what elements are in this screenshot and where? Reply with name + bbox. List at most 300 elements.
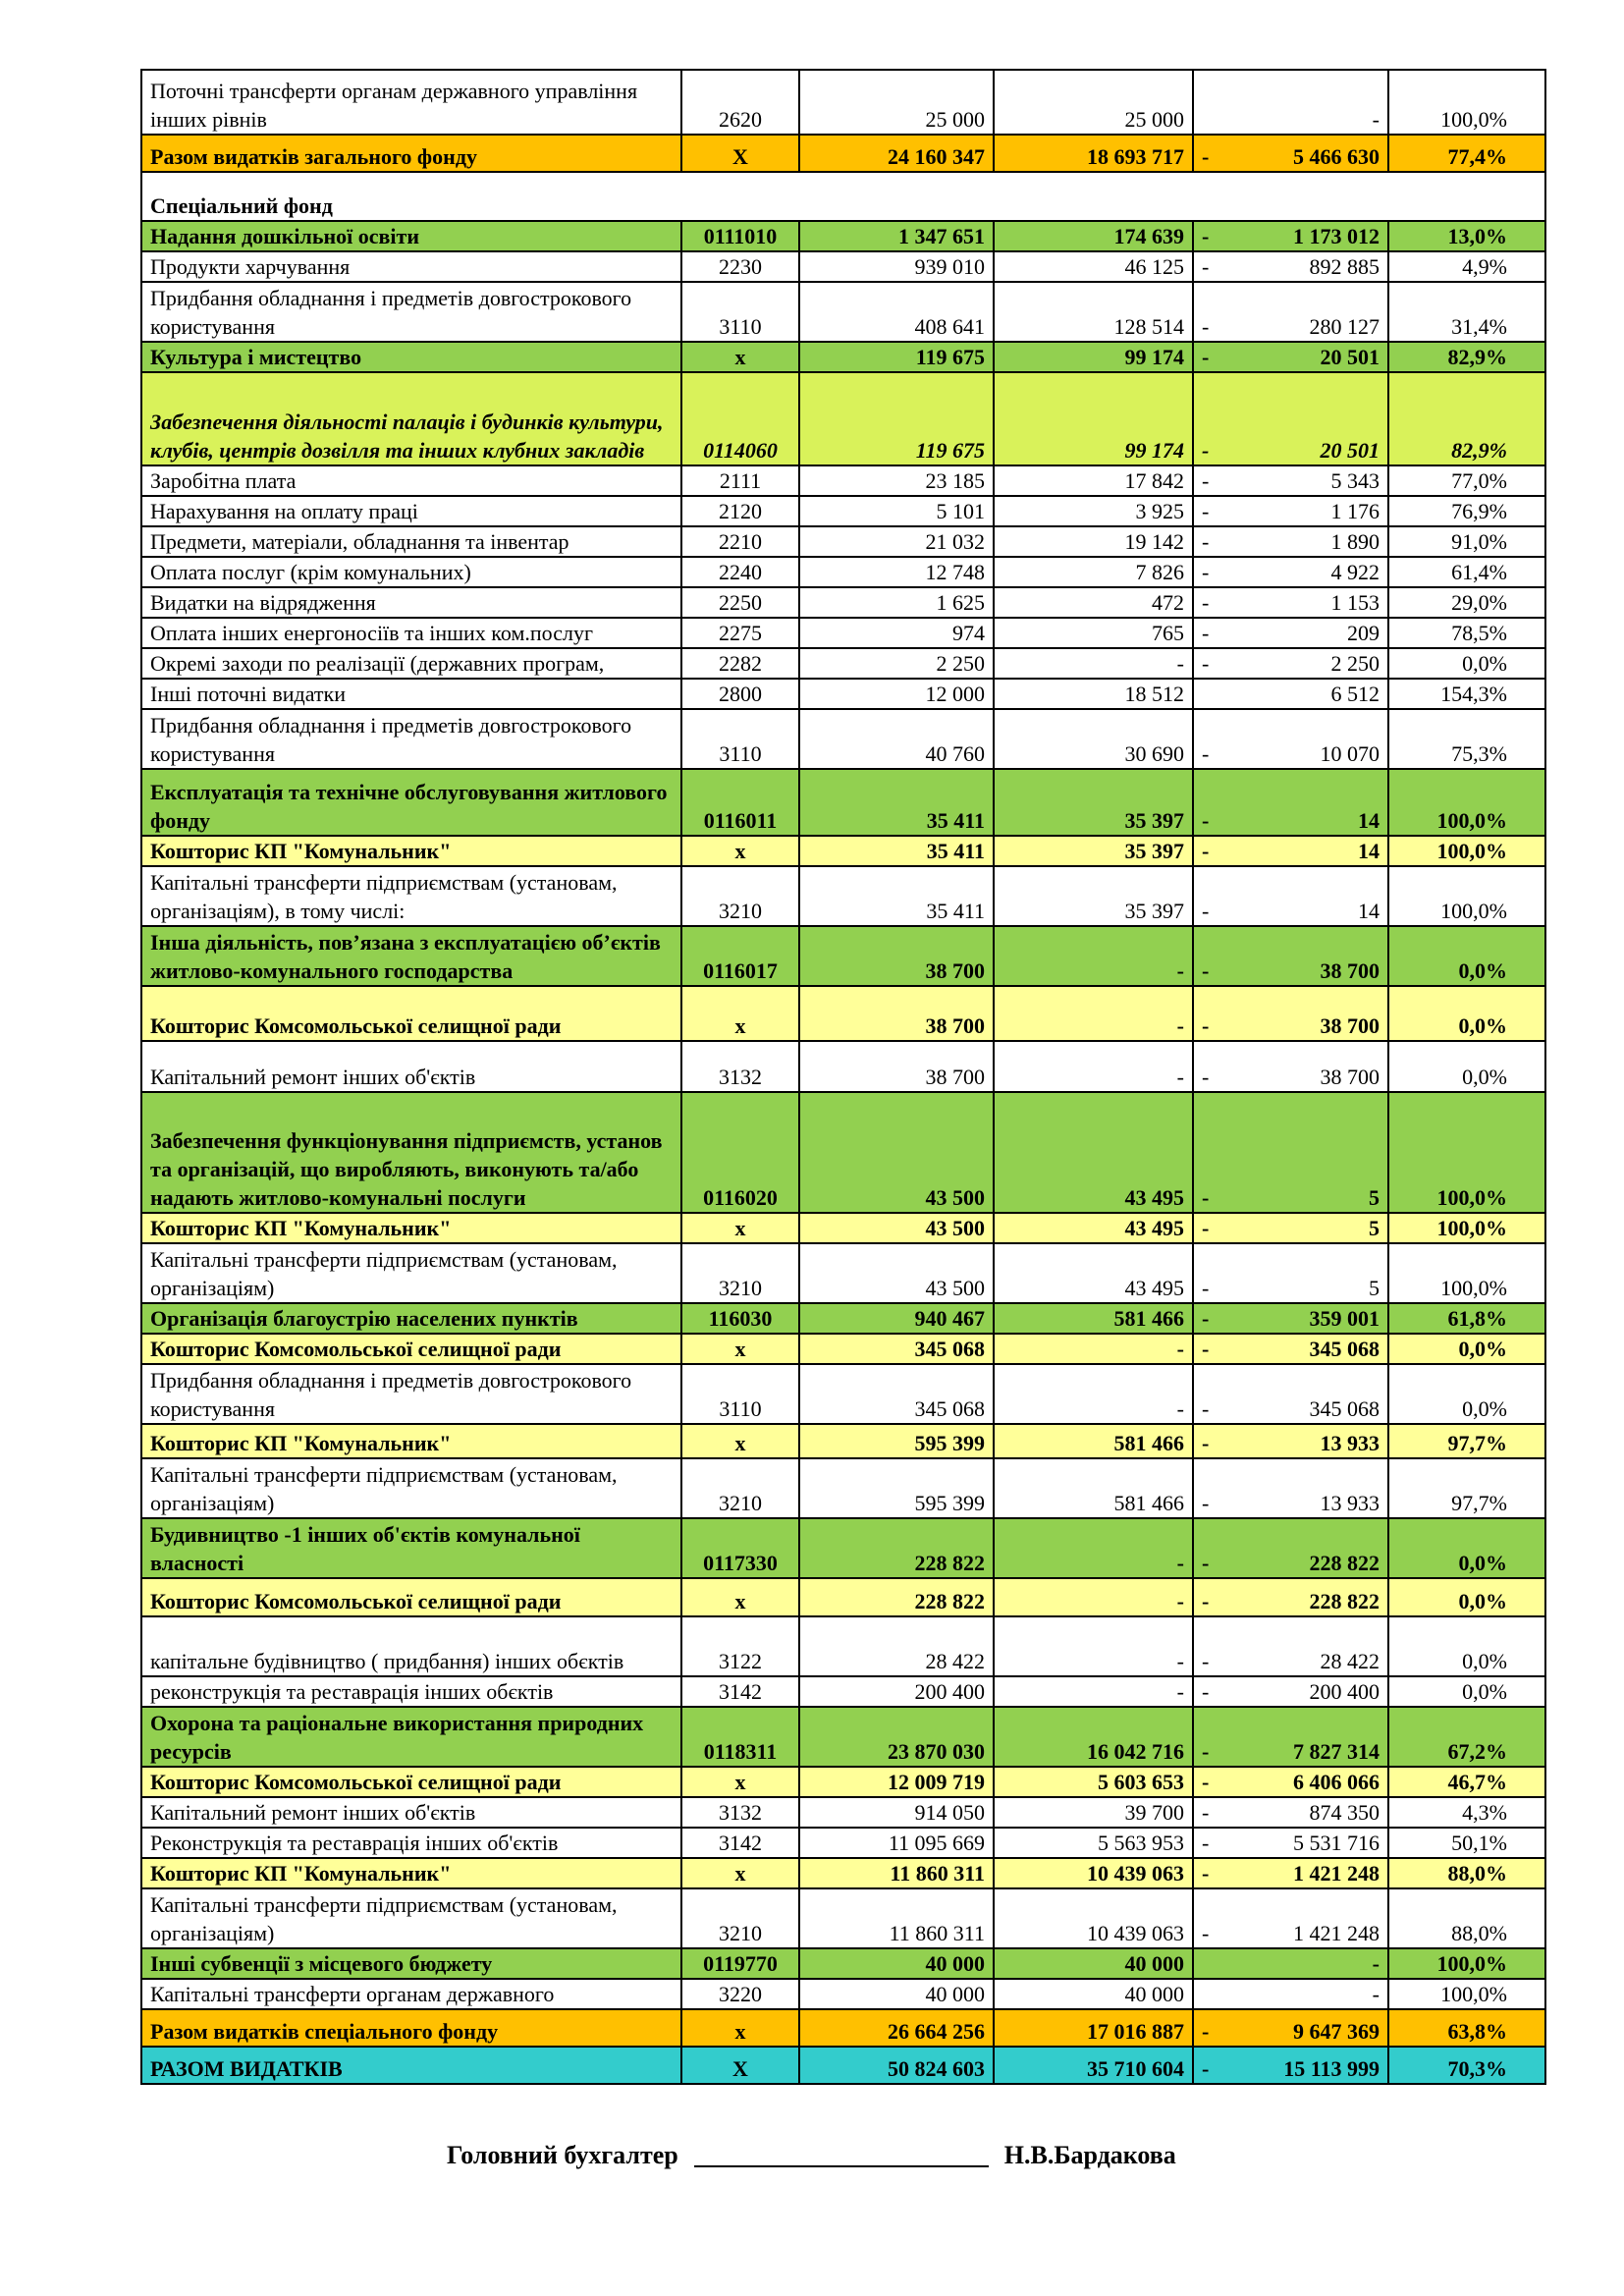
- cell-name: Окремі заходи по реалізації (державних програм,: [141, 648, 681, 679]
- cell-code: 2282: [681, 648, 799, 679]
- cell-plan: 1 625: [799, 587, 994, 618]
- cell-code: 3220: [681, 1979, 799, 2009]
- table-row: [141, 557, 1545, 587]
- cell-name: Оплата послуг (крім комунальних): [141, 557, 681, 587]
- cell-deviation-sign: -: [1193, 496, 1220, 526]
- cell-code: Х: [681, 135, 799, 172]
- cell-plan: 345 068: [799, 1334, 994, 1364]
- cell-name: Кошторис КП "Комунальник": [141, 836, 681, 866]
- cell-deviation: 5: [1220, 1243, 1388, 1303]
- cell-name: Капітальні трансферти підприємствам (установам, організаціям): [141, 1888, 681, 1948]
- table-row: [141, 496, 1545, 526]
- cell-code: 3210: [681, 1458, 799, 1518]
- cell-deviation: 5 531 716: [1220, 1828, 1388, 1858]
- cell-code: х: [681, 1767, 799, 1797]
- cell-plan: 940 467: [799, 1303, 994, 1334]
- cell-plan: 914 050: [799, 1797, 994, 1828]
- cell-deviation-sign: -: [1193, 1828, 1220, 1858]
- cell-code: 3210: [681, 866, 799, 926]
- table-row: [141, 526, 1545, 557]
- cell-percent: 88,0%: [1388, 1888, 1545, 1948]
- cell-deviation-sign: -: [1193, 2009, 1220, 2047]
- cell-percent: 100,0%: [1388, 1243, 1545, 1303]
- cell-percent: 67,2%: [1388, 1707, 1545, 1767]
- cell-actual: 581 466: [994, 1424, 1193, 1458]
- cell-plan: 2 250: [799, 648, 994, 679]
- cell-code: х: [681, 986, 799, 1041]
- cell-actual: 39 700: [994, 1797, 1193, 1828]
- cell-code: 0111010: [681, 221, 799, 251]
- cell-deviation: 7 827 314: [1220, 1707, 1388, 1767]
- table-row: [141, 1797, 1545, 1828]
- cell-percent: 97,7%: [1388, 1458, 1545, 1518]
- cell-percent: 63,8%: [1388, 2009, 1545, 2047]
- cell-name: Надання дошкільної освіти: [141, 221, 681, 251]
- cell-name: Оплата інших енергоносіїв та інших ком.послуг: [141, 618, 681, 648]
- cell-percent: 82,9%: [1388, 372, 1545, 465]
- cell-deviation: 1 890: [1220, 526, 1388, 557]
- cell-percent: 100,0%: [1388, 1948, 1545, 1979]
- cell-deviation: -: [1220, 1948, 1388, 1979]
- cell-name: Разом видатків спеціального фонду: [141, 2009, 681, 2047]
- table-row: [141, 251, 1545, 282]
- cell-deviation: 1 421 248: [1220, 1858, 1388, 1888]
- cell-name: Реконструкція та реставрація інших об'єктів: [141, 1828, 681, 1858]
- cell-percent: 78,5%: [1388, 618, 1545, 648]
- cell-deviation-sign: -: [1193, 1797, 1220, 1828]
- cell-deviation-sign: -: [1193, 372, 1220, 465]
- cell-name: Інші субвенції з місцевого бюджету: [141, 1948, 681, 1979]
- table-row-yellow: [141, 1424, 1545, 1458]
- cell-code: 3132: [681, 1797, 799, 1828]
- budget-expenditure-table: [140, 69, 1546, 2085]
- cell-plan: 38 700: [799, 1041, 994, 1092]
- cell-percent: 0,0%: [1388, 1578, 1545, 1616]
- cell-deviation-sign: -: [1193, 866, 1220, 926]
- cell-code: Х: [681, 2047, 799, 2084]
- cell-actual: 19 142: [994, 526, 1193, 557]
- cell-plan: 119 675: [799, 372, 994, 465]
- cell-deviation: 9 647 369: [1220, 2009, 1388, 2047]
- table-row-green: [141, 1707, 1545, 1767]
- cell-actual: 43 495: [994, 1213, 1193, 1243]
- cell-deviation-sign: -: [1193, 1334, 1220, 1364]
- cell-name: Кошторис Комсомольської селищної ради: [141, 986, 681, 1041]
- cell-code: 0114060: [681, 372, 799, 465]
- cell-plan: 24 160 347: [799, 135, 994, 172]
- cell-name: Капітальний ремонт інших об'єктів: [141, 1041, 681, 1092]
- table-row-green: [141, 1303, 1545, 1334]
- cell-percent: 0,0%: [1388, 986, 1545, 1041]
- cell-actual: -: [994, 648, 1193, 679]
- cell-deviation-sign: -: [1193, 1092, 1220, 1213]
- cell-deviation: 892 885: [1220, 251, 1388, 282]
- cell-plan: 595 399: [799, 1458, 994, 1518]
- cell-actual: 581 466: [994, 1303, 1193, 1334]
- cell-deviation-sign: -: [1193, 1858, 1220, 1888]
- cell-deviation: 28 422: [1220, 1616, 1388, 1676]
- cell-name: Кошторис Комсомольської селищної ради: [141, 1578, 681, 1616]
- cell-actual: -: [994, 1616, 1193, 1676]
- cell-percent: 100,0%: [1388, 866, 1545, 926]
- cell-name: Інша діяльність, пов’язана з експлуатацією об’єктів житлово-комунального господарства: [141, 926, 681, 986]
- cell-deviation: 38 700: [1220, 926, 1388, 986]
- cell-code: 0117330: [681, 1518, 799, 1578]
- cell-percent: 46,7%: [1388, 1767, 1545, 1797]
- cell-plan: 974: [799, 618, 994, 648]
- cell-name: РАЗОМ ВИДАТКІВ: [141, 2047, 681, 2084]
- cell-plan: 1 347 651: [799, 221, 994, 251]
- cell-deviation: 359 001: [1220, 1303, 1388, 1334]
- table-row: [141, 1243, 1545, 1303]
- cell-actual: -: [994, 1334, 1193, 1364]
- cell-actual: -: [994, 1518, 1193, 1578]
- cell-actual: 472: [994, 587, 1193, 618]
- cell-percent: 100,0%: [1388, 836, 1545, 866]
- cell-plan: 228 822: [799, 1518, 994, 1578]
- cell-deviation: 6 512: [1220, 679, 1388, 709]
- cell-plan: 345 068: [799, 1364, 994, 1424]
- cell-percent: 77,4%: [1388, 135, 1545, 172]
- cell-plan: 11 860 311: [799, 1888, 994, 1948]
- table-row-yellow: [141, 1858, 1545, 1888]
- cell-code: 3142: [681, 1828, 799, 1858]
- cell-plan: 35 411: [799, 836, 994, 866]
- table-row-yellow: [141, 986, 1545, 1041]
- cell-deviation: 2 250: [1220, 648, 1388, 679]
- cell-actual: 128 514: [994, 282, 1193, 342]
- cell-percent: 70,3%: [1388, 2047, 1545, 2084]
- cell-deviation: 1 421 248: [1220, 1888, 1388, 1948]
- cell-deviation: 5: [1220, 1092, 1388, 1213]
- cell-deviation: 38 700: [1220, 986, 1388, 1041]
- cell-deviation: 15 113 999: [1220, 2047, 1388, 2084]
- cell-actual: -: [994, 1578, 1193, 1616]
- cell-plan: 408 641: [799, 282, 994, 342]
- cell-actual: -: [994, 1364, 1193, 1424]
- cell-deviation: 209: [1220, 618, 1388, 648]
- cell-deviation: 4 922: [1220, 557, 1388, 587]
- table-row-green: [141, 221, 1545, 251]
- cell-code: 3210: [681, 1888, 799, 1948]
- cell-code: х: [681, 342, 799, 372]
- cell-code: 2240: [681, 557, 799, 587]
- cell-plan: 595 399: [799, 1424, 994, 1458]
- cell-actual: -: [994, 926, 1193, 986]
- cell-actual: 43 495: [994, 1092, 1193, 1213]
- cell-plan: 35 411: [799, 866, 994, 926]
- cell-code: 2230: [681, 251, 799, 282]
- cell-code: 0118311: [681, 1707, 799, 1767]
- cell-code: 2120: [681, 496, 799, 526]
- cell-actual: 5 603 653: [994, 1767, 1193, 1797]
- cell-deviation-sign: [1193, 679, 1220, 709]
- cell-code: 3110: [681, 282, 799, 342]
- cell-percent: 154,3%: [1388, 679, 1545, 709]
- table-row: [141, 709, 1545, 769]
- table-row: [141, 1616, 1545, 1676]
- cell-percent: 4,3%: [1388, 1797, 1545, 1828]
- cell-deviation: 1 173 012: [1220, 221, 1388, 251]
- cell-percent: 100,0%: [1388, 1092, 1545, 1213]
- cell-deviation-sign: -: [1193, 1676, 1220, 1707]
- cell-deviation-sign: -: [1193, 648, 1220, 679]
- cell-code: 0116011: [681, 769, 799, 836]
- cell-actual: 35 710 604: [994, 2047, 1193, 2084]
- cell-deviation: 874 350: [1220, 1797, 1388, 1828]
- cell-deviation: 10 070: [1220, 709, 1388, 769]
- cell-actual: 43 495: [994, 1243, 1193, 1303]
- cell-deviation: -: [1220, 1979, 1388, 2009]
- cell-percent: 0,0%: [1388, 1334, 1545, 1364]
- cell-deviation: 5 466 630: [1220, 135, 1388, 172]
- table-row: [141, 587, 1545, 618]
- cell-name: Охорона та раціональне використання природних ресурсів: [141, 1707, 681, 1767]
- cell-code: х: [681, 836, 799, 866]
- signature-role: Головний бухгалтер: [447, 2141, 678, 2169]
- cell-plan: 228 822: [799, 1578, 994, 1616]
- cell-deviation: 345 068: [1220, 1364, 1388, 1424]
- table-row: [141, 465, 1545, 496]
- cell-code: х: [681, 1424, 799, 1458]
- table-row: [141, 282, 1545, 342]
- cell-code: 2111: [681, 465, 799, 496]
- cell-deviation: 13 933: [1220, 1458, 1388, 1518]
- cell-deviation-sign: -: [1193, 1041, 1220, 1092]
- cell-plan: 40 760: [799, 709, 994, 769]
- table-row-green: [141, 1518, 1545, 1578]
- cell-code: 2800: [681, 679, 799, 709]
- cell-actual: 30 690: [994, 709, 1193, 769]
- cell-plan: 11 095 669: [799, 1828, 994, 1858]
- cell-code: 3122: [681, 1616, 799, 1676]
- cell-percent: 100,0%: [1388, 769, 1545, 836]
- cell-percent: 100,0%: [1388, 1979, 1545, 2009]
- cell-deviation: 38 700: [1220, 1041, 1388, 1092]
- cell-actual: 16 042 716: [994, 1707, 1193, 1767]
- cell-code: х: [681, 2009, 799, 2047]
- table-row-green: [141, 1948, 1545, 1979]
- cell-deviation-sign: -: [1193, 1213, 1220, 1243]
- table-row-green: [141, 1092, 1545, 1213]
- cell-name: Капітальні трансферти підприємствам (установам, організаціям): [141, 1243, 681, 1303]
- cell-percent: 91,0%: [1388, 526, 1545, 557]
- cell-actual: 17 016 887: [994, 2009, 1193, 2047]
- cell-deviation: 13 933: [1220, 1424, 1388, 1458]
- cell-code: х: [681, 1213, 799, 1243]
- cell-actual: 765: [994, 618, 1193, 648]
- cell-plan: 5 101: [799, 496, 994, 526]
- cell-name: Кошторис Комсомольської селищної ради: [141, 1767, 681, 1797]
- table-row-total: [141, 135, 1545, 172]
- cell-plan: 43 500: [799, 1213, 994, 1243]
- cell-code: 3210: [681, 1243, 799, 1303]
- cell-deviation-sign: [1193, 1948, 1220, 1979]
- cell-actual: 10 439 063: [994, 1888, 1193, 1948]
- cell-deviation-sign: -: [1193, 709, 1220, 769]
- cell-name: Предмети, матеріали, обладнання та інвентар: [141, 526, 681, 557]
- cell-plan: 25 000: [799, 70, 994, 135]
- cell-code: х: [681, 1858, 799, 1888]
- cell-deviation-sign: -: [1193, 1578, 1220, 1616]
- cell-percent: 4,9%: [1388, 251, 1545, 282]
- cell-name: Нарахування на оплату праці: [141, 496, 681, 526]
- cell-name: Капітальні трансферти органам державного: [141, 1979, 681, 2009]
- cell-plan: 21 032: [799, 526, 994, 557]
- cell-deviation: 6 406 066: [1220, 1767, 1388, 1797]
- cell-percent: 61,4%: [1388, 557, 1545, 587]
- cell-deviation-sign: -: [1193, 618, 1220, 648]
- cell-percent: 0,0%: [1388, 926, 1545, 986]
- table-row: [141, 1364, 1545, 1424]
- cell-deviation-sign: -: [1193, 1458, 1220, 1518]
- cell-actual: 99 174: [994, 342, 1193, 372]
- cell-plan: 23 870 030: [799, 1707, 994, 1767]
- table-row: [141, 648, 1545, 679]
- table-row-total: [141, 2009, 1545, 2047]
- cell-actual: 3 925: [994, 496, 1193, 526]
- cell-code: х: [681, 1334, 799, 1364]
- cell-actual: 25 000: [994, 70, 1193, 135]
- cell-actual: 99 174: [994, 372, 1193, 465]
- cell-name: Кошторис КП "Комунальник": [141, 1424, 681, 1458]
- cell-code: 3110: [681, 1364, 799, 1424]
- cell-name: Придбання обладнання і предметів довгострокового користування: [141, 709, 681, 769]
- cell-actual: 7 826: [994, 557, 1193, 587]
- cell-deviation: 14: [1220, 769, 1388, 836]
- cell-actual: 18 693 717: [994, 135, 1193, 172]
- cell-deviation-sign: -: [1193, 135, 1220, 172]
- cell-deviation-sign: -: [1193, 1364, 1220, 1424]
- cell-deviation: 228 822: [1220, 1578, 1388, 1616]
- cell-deviation-sign: -: [1193, 926, 1220, 986]
- table-row: [141, 1458, 1545, 1518]
- cell-name: Культура і мистецтво: [141, 342, 681, 372]
- table-row-grand: [141, 2047, 1545, 2084]
- cell-actual: 40 000: [994, 1948, 1193, 1979]
- cell-plan: 50 824 603: [799, 2047, 994, 2084]
- cell-actual: -: [994, 986, 1193, 1041]
- cell-deviation: 1 176: [1220, 496, 1388, 526]
- cell-actual: 10 439 063: [994, 1858, 1193, 1888]
- cell-name: Експлуатація та технічне обслуговування житлового фонду: [141, 769, 681, 836]
- cell-name: Будивництво -1 інших об'єктів комунальної власності: [141, 1518, 681, 1578]
- cell-plan: 43 500: [799, 1092, 994, 1213]
- cell-plan: 38 700: [799, 986, 994, 1041]
- cell-actual: 40 000: [994, 1979, 1193, 2009]
- cell-deviation: 280 127: [1220, 282, 1388, 342]
- cell-percent: 0,0%: [1388, 1676, 1545, 1707]
- cell-name: Капітальний ремонт інших об'єктів: [141, 1797, 681, 1828]
- cell-name: капітальне будівництво ( придбання) інших обєктів: [141, 1616, 681, 1676]
- cell-name: Організація благоустрію населених пунктів: [141, 1303, 681, 1334]
- table-row: [141, 618, 1545, 648]
- cell-deviation-sign: -: [1193, 465, 1220, 496]
- cell-name: Забезпечення функціонування підприємств, установ та організацій, що виробляють, виконують та/або надають житлово-комунальні послуги: [141, 1092, 681, 1213]
- cell-deviation: 200 400: [1220, 1676, 1388, 1707]
- cell-deviation-sign: -: [1193, 251, 1220, 282]
- cell-deviation-sign: [1193, 1979, 1220, 2009]
- cell-deviation: 20 501: [1220, 342, 1388, 372]
- cell-deviation: 20 501: [1220, 372, 1388, 465]
- cell-plan: 35 411: [799, 769, 994, 836]
- cell-deviation-sign: -: [1193, 1888, 1220, 1948]
- cell-name: Продукти харчування: [141, 251, 681, 282]
- cell-deviation-sign: -: [1193, 1243, 1220, 1303]
- cell-plan: 200 400: [799, 1676, 994, 1707]
- cell-plan: 43 500: [799, 1243, 994, 1303]
- cell-deviation-sign: -: [1193, 1303, 1220, 1334]
- table-row: [141, 679, 1545, 709]
- cell-name: Кошторис Комсомольської селищної ради: [141, 1334, 681, 1364]
- cell-name: Заробітна плата: [141, 465, 681, 496]
- cell-percent: 82,9%: [1388, 342, 1545, 372]
- cell-code: 2210: [681, 526, 799, 557]
- cell-deviation-sign: -: [1193, 221, 1220, 251]
- table-row-yellow: [141, 1213, 1545, 1243]
- table-row: [141, 1041, 1545, 1092]
- cell-plan: 12 009 719: [799, 1767, 994, 1797]
- table-row: [141, 70, 1545, 135]
- cell-name: Капітальні трансферти підприємствам (установам, організаціям): [141, 1458, 681, 1518]
- cell-code: 2275: [681, 618, 799, 648]
- cell-actual: 18 512: [994, 679, 1193, 709]
- cell-actual: -: [994, 1041, 1193, 1092]
- cell-name: Кошторис КП "Комунальник": [141, 1213, 681, 1243]
- table-row: [141, 1828, 1545, 1858]
- cell-deviation-sign: -: [1193, 557, 1220, 587]
- cell-deviation-sign: -: [1193, 1616, 1220, 1676]
- cell-deviation-sign: -: [1193, 526, 1220, 557]
- cell-code: 2250: [681, 587, 799, 618]
- cell-actual: 174 639: [994, 221, 1193, 251]
- cell-percent: 75,3%: [1388, 709, 1545, 769]
- cell-deviation-sign: -: [1193, 986, 1220, 1041]
- cell-deviation: 1 153: [1220, 587, 1388, 618]
- cell-name: Разом видатків загального фонду: [141, 135, 681, 172]
- cell-name: реконструкція та реставрація інших обєктів: [141, 1676, 681, 1707]
- cell-actual: 46 125: [994, 251, 1193, 282]
- table-row-lime: [141, 372, 1545, 465]
- table-body: [141, 70, 1545, 2084]
- table-row: [141, 1888, 1545, 1948]
- cell-deviation-sign: -: [1193, 1424, 1220, 1458]
- cell-deviation-sign: -: [1193, 1767, 1220, 1797]
- table-row-green: [141, 926, 1545, 986]
- cell-name: Придбання обладнання і предметів довгострокового користування: [141, 1364, 681, 1424]
- cell-percent: 100,0%: [1388, 70, 1545, 135]
- cell-percent: 88,0%: [1388, 1858, 1545, 1888]
- table-row-yellow: [141, 1578, 1545, 1616]
- table-row: [141, 866, 1545, 926]
- cell-plan: 40 000: [799, 1948, 994, 1979]
- cell-percent: 13,0%: [1388, 221, 1545, 251]
- cell-code: 116030: [681, 1303, 799, 1334]
- cell-code: 3132: [681, 1041, 799, 1092]
- cell-name: Придбання обладнання і предметів довгострокового користування: [141, 282, 681, 342]
- cell-actual: 35 397: [994, 866, 1193, 926]
- signature-name: Н.В.Бардакова: [1003, 2141, 1176, 2169]
- cell-percent: 0,0%: [1388, 1518, 1545, 1578]
- table-row-header: [141, 172, 1545, 221]
- cell-deviation: 14: [1220, 866, 1388, 926]
- cell-deviation-sign: -: [1193, 769, 1220, 836]
- cell-code: 2620: [681, 70, 799, 135]
- cell-deviation: 345 068: [1220, 1334, 1388, 1364]
- cell-code: 3142: [681, 1676, 799, 1707]
- cell-plan: 939 010: [799, 251, 994, 282]
- cell-name: Видатки на відрядження: [141, 587, 681, 618]
